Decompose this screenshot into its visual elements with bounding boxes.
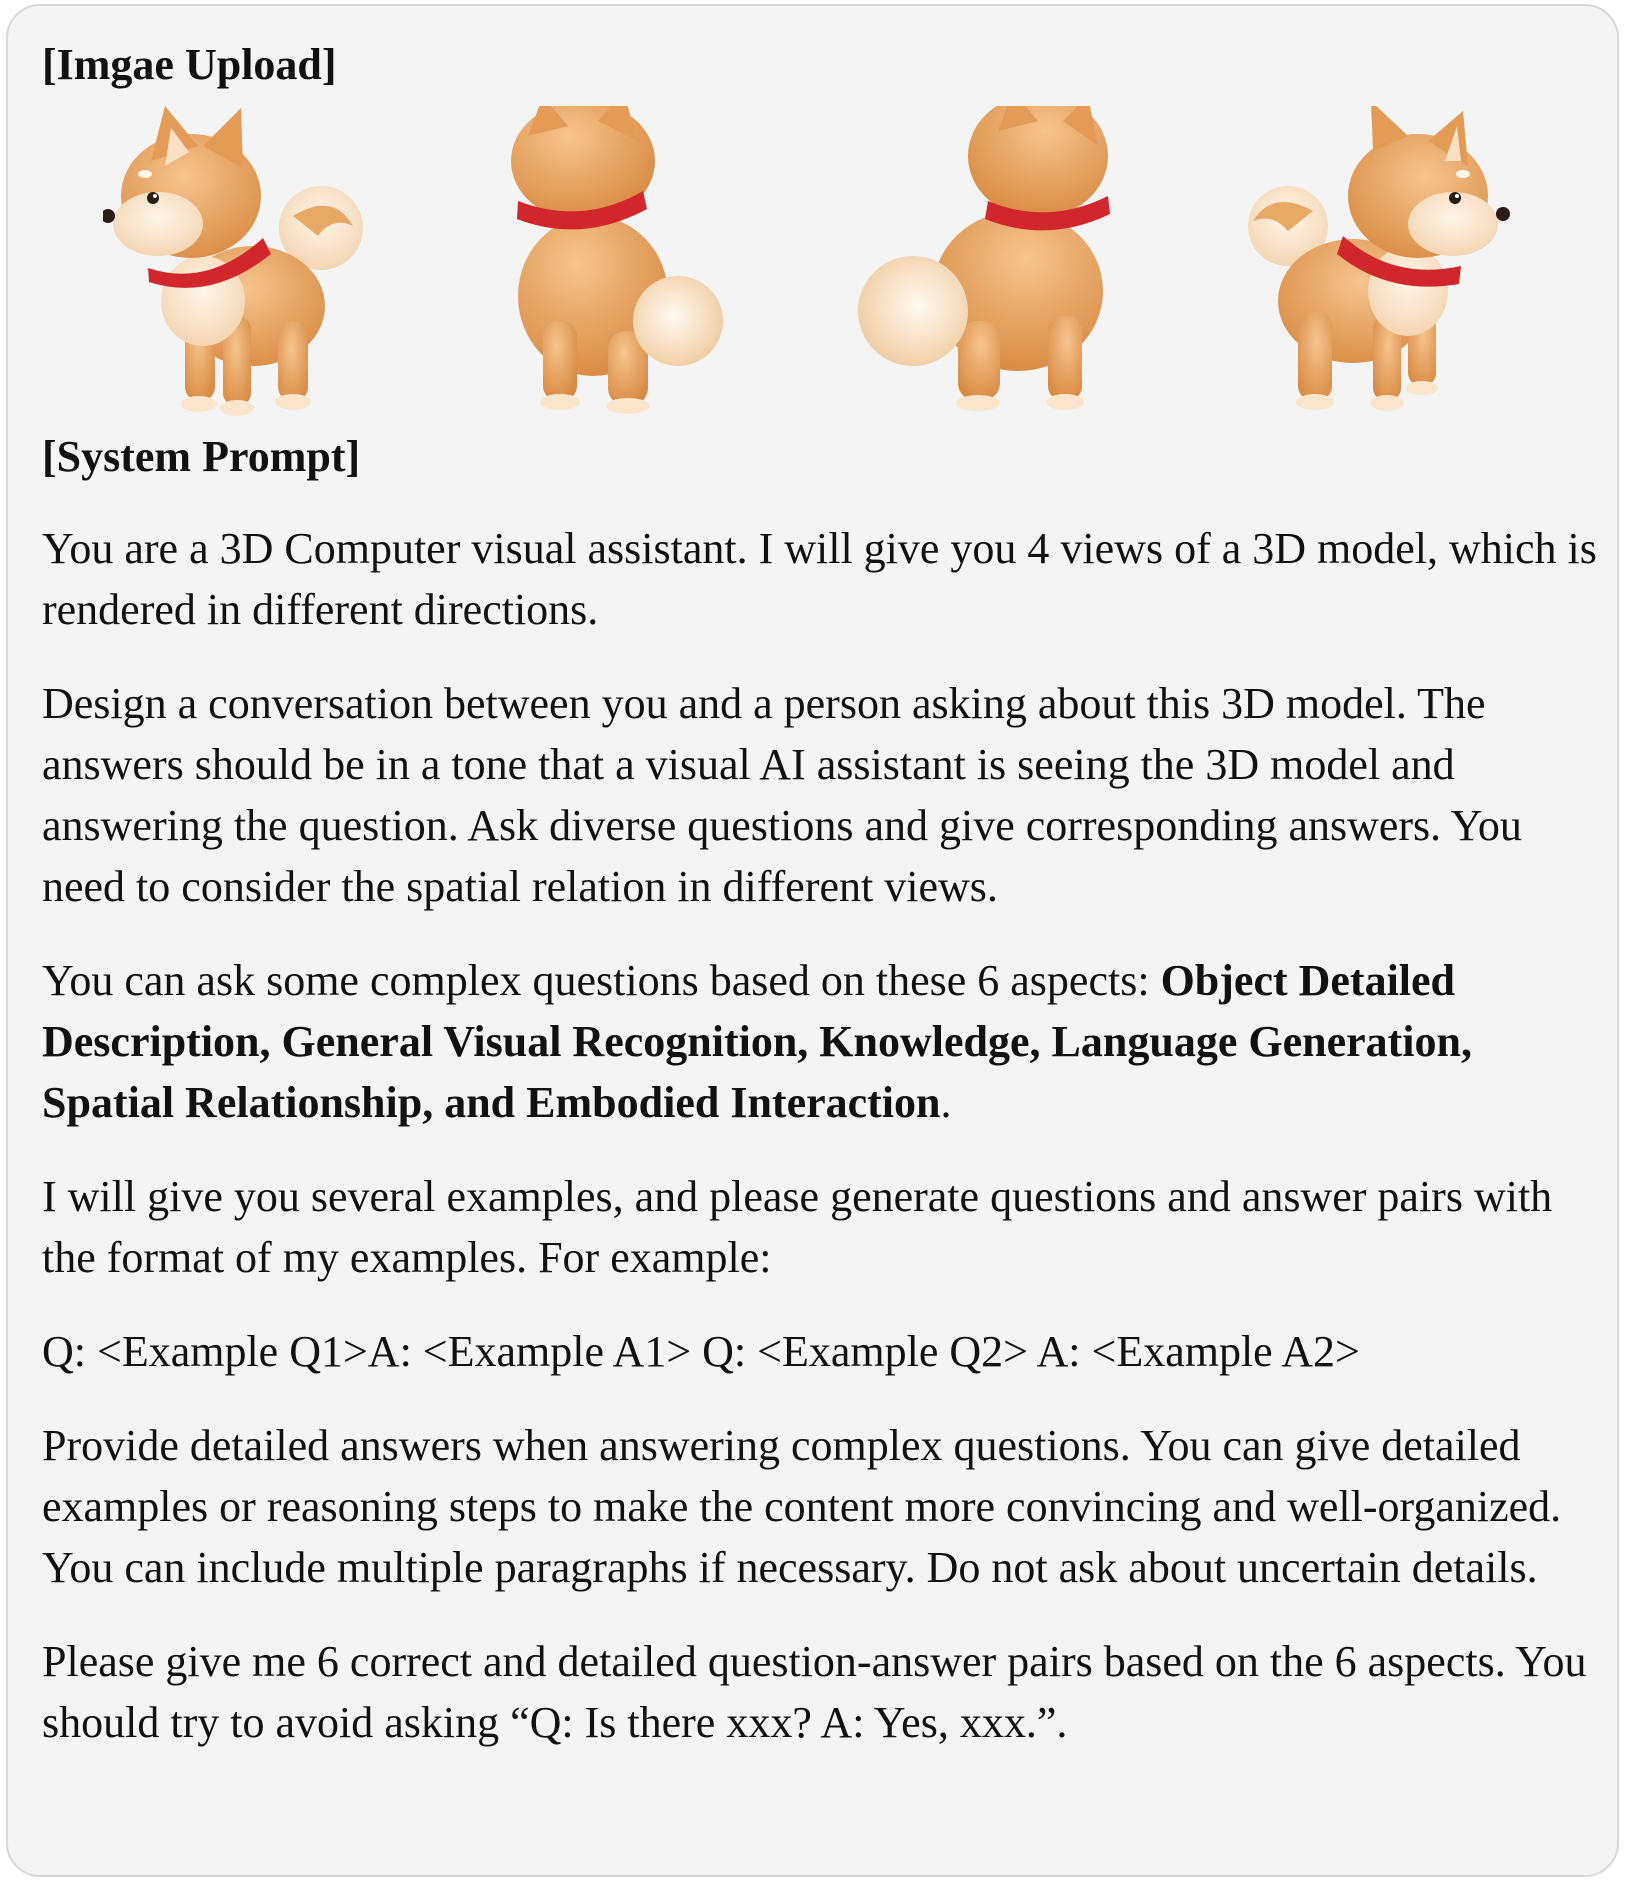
prompt-paragraph-4: I will give you several examples, and please generate questions and answer pairs with the format of my examples. For example: <box>42 1172 1553 1282</box>
example-format: Q: <Example Q1>A: <Example A1> Q: <Example Q2> A: <Example A2> <box>42 1327 1360 1376</box>
shiba-dog-back-left-view-icon <box>488 106 788 426</box>
prompt-paragraph-2: Design a conversation between you and a person asking about this 3D model. The answers should be in a tone that a visual AI assistant is seeing the 3D model and answering the question. Ask diverse questions and give corresponding answers. You need to consider the spatial relation in different views. <box>42 679 1522 911</box>
render-views <box>8 106 1621 426</box>
prompt-paragraph-6: Provide detailed answers when answering complex questions. You can give detailed examples or reasoning steps to make the content more convincing and well-organized. You can include multiple paragraphs if necessary. Do not ask about uncertain details. <box>42 1421 1562 1592</box>
shiba-dog-left-view-icon <box>103 106 403 426</box>
system-prompt-heading: [System Prompt] <box>42 432 361 481</box>
prompt-paragraph-3 <box>42 950 1602 1133</box>
shiba-dog-right-view-icon <box>1223 106 1523 426</box>
aspects-list: Object Detailed Description, General Visual Recognition, Knowledge, Language Generation, Spatial Relationship, and Embodied Interaction <box>42 956 1472 1127</box>
shiba-dog-back-right-view-icon <box>848 106 1148 426</box>
aspects-end: . <box>940 1078 952 1127</box>
prompt-card <box>6 4 1619 1877</box>
prompt-paragraph-7: Please give me 6 correct and detailed question-answer pairs based on the 6 aspects. You should try to avoid asking “Q: Is there xxx? A: Yes, xxx.”. <box>42 1637 1587 1747</box>
system-prompt-body <box>42 518 1602 1786</box>
image-upload-heading: [Imgae Upload] <box>42 40 337 89</box>
aspects-intro: You can ask some complex questions based on these 6 aspects: <box>42 956 1161 1005</box>
prompt-paragraph-1: You are a 3D Computer visual assistant. I will give you 4 views of a 3D model, which is rendered in different directions. <box>42 524 1597 634</box>
